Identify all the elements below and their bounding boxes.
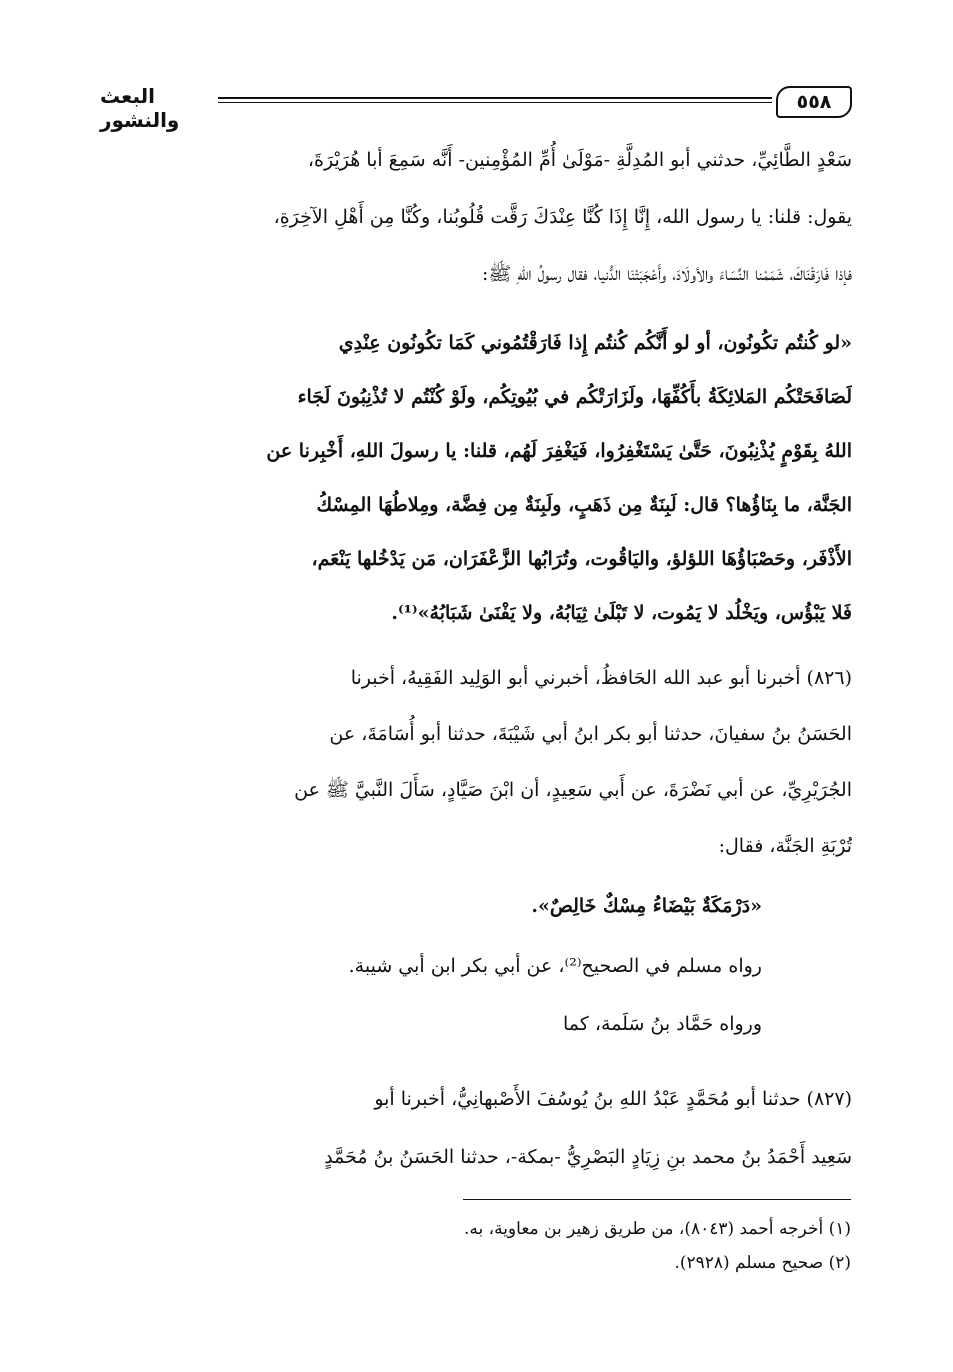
text-line: الحَسَنُ بنُ سفيانَ، حدثنا أبو بكر ابنُ أبي شَيْبَةَ، حدثنا أبو أُسَامَةَ، عن	[329, 723, 852, 745]
text-line: «لو كُنتُم تكُونُون، أو لو أَنَّكُم كُنتُم إِذا فَارَقْتُمُوني كَمَا تكُونُون عِنْدِي	[338, 332, 852, 354]
paragraph-intro	[102, 132, 852, 303]
page-header	[100, 80, 852, 132]
footnote-1: (١) أخرجه أحمد (٨٠٤٣)، من طريق زهير بن معاوية، به.	[463, 1219, 851, 1239]
running-title: البعث والنشور	[100, 84, 180, 132]
text-line: يقول: قلنا: يا رسول الله، إِنَّا إِذَا كُنَّا عِنْدَكَ رَقَّت قُلُوبُنا، وكُنَّا مِن أَهْلِ الآخِرَةِ،	[273, 206, 852, 228]
hadith-quote	[102, 878, 762, 935]
narration-826	[102, 650, 852, 874]
text-line: سَعِيد أَحْمَدُ بنُ محمد بنِ زِيَادٍ البَصْرِيُّ -بمكة-، حدثنا الحَسَنُ بنُ مُحَمَّدٍ	[324, 1146, 852, 1168]
attribution-hammad	[102, 996, 762, 1053]
narration-827	[102, 1070, 852, 1186]
text-line: الأَذْفَر، وحَصْبَاؤُهَا اللؤلؤ، واليَاقُوت، وتُرَابُها الزَّعْفَرَان، مَن يَدْخُلها يَنْعَم،	[311, 548, 852, 570]
text-line: تُرْبَةِ الجَنَّة، فقال:	[718, 835, 852, 857]
footnotes	[101, 1212, 851, 1280]
text-line: لَصَافَحَتْكُم المَلائِكَةُ بأَكُفِّهَا، ولَزَارَتْكُم في بُيُوتِكُم، ولَوْ كُنْتُم لا تُذْنِبُونَ لَجَاء	[297, 386, 852, 408]
page-number: ٥٥٨	[776, 86, 852, 118]
text-line: الجُرَيْرِيِّ، عن أبي نَضْرَةَ، عن أَبي سَعِيدٍ، أن ابْنَ صَيَّادٍ، سَأَلَ النَّبيَّ ﷺ عن	[294, 779, 852, 801]
text-line: «دَرْمَكَةٌ بَيْضَاءُ مِسْكٌ خَالِصٌ».	[531, 895, 762, 917]
hadith-text	[102, 316, 852, 640]
header-rule	[218, 97, 772, 103]
text-line: رواه مسلم في الصحيح⁽²⁾، عن أبي بكر ابن أبي شيبة.	[348, 955, 762, 977]
attribution-muslim	[102, 938, 762, 995]
text-line: فَلا يَبْؤُس، ويَخْلُد لا يَمُوت، لا تَبْلَىٰ ثِيَابُهُ، ولا يَفْنَىٰ شَبَابُهُ»⁽¹⁾.	[391, 602, 852, 624]
text-line: (٨٢٦) أخبرنا أبو عبد الله الحَافظُ، أخبرني أبو الوَلِيد الفَقِيهُ، أخبرنا	[350, 667, 852, 689]
text-line: اللهُ بِقَوْمٍ يُذْنِبُونَ، حَتَّىٰ يَسْتَغْفِرُوا، فَيَغْفِرَ لَهُم، قلنا: يا رسولَ اللهِ، أَخْبِرنا عن	[266, 440, 852, 462]
text-line: سَعْدٍ الطَّائِيِّ، حدثني أبو المُدِلَّةِ -مَوْلَىٰ أُمِّ المُؤْمِنين- أَنَّه سَمِعَ أبا هُرَيْرَةَ،	[307, 149, 852, 171]
text-line: فإذا فَارَقْنَاكَ، شَمَمْنا النِّسَاءَ والأولَادَ، وأَعْجَبَتْنَا الدُّنيا، فقال رسولُ اللهِ ﷺ:	[481, 263, 852, 285]
text-line: ورواه حَمَّاد بنُ سَلَمة، كما	[563, 1013, 762, 1035]
text-line: الجَنَّة، ما بِنَاؤُها؟ قال: لَبِنَةٌ مِن ذَهَبٍ، ولَبِنَةٌ مِن فِضَّة، ومِلاطُهَا المِسْكُ	[316, 494, 852, 516]
footnote-2: (٢) صحيح مسلم (٢٩٢٨).	[674, 1253, 851, 1273]
text-line: (٨٢٧) حدثنا أبو مُحَمَّدٍ عَبْدُ اللهِ بنُ يُوسُفَ الأَصْبهانِيُّ، أخبرنا أبو	[374, 1088, 852, 1110]
footnote-rule	[463, 1199, 851, 1200]
